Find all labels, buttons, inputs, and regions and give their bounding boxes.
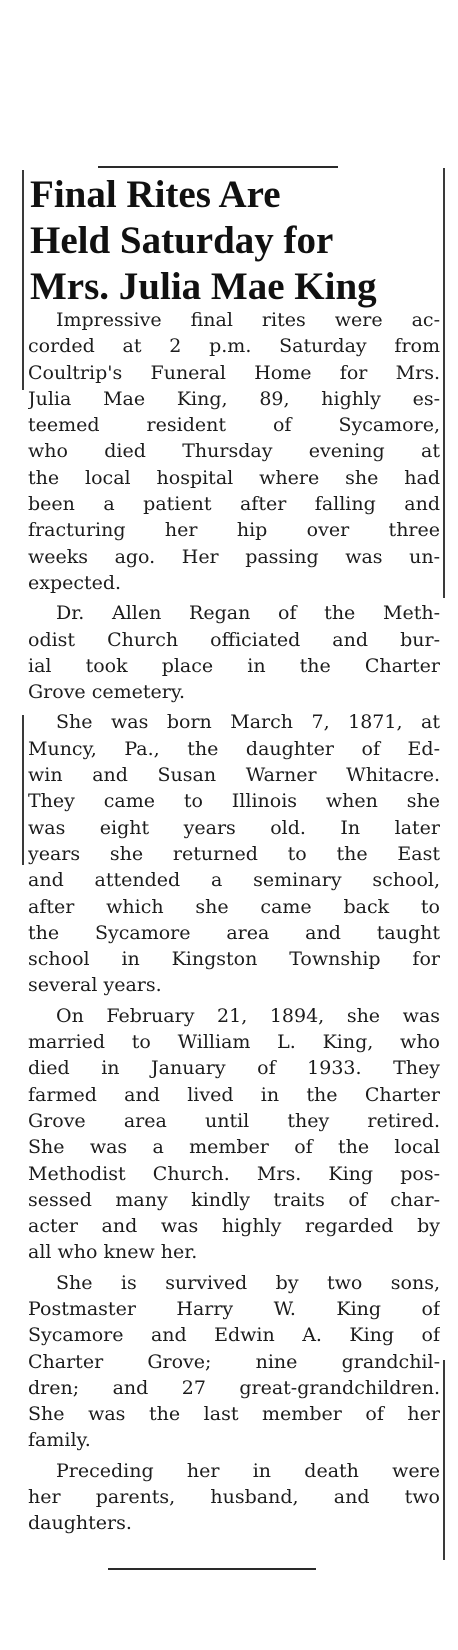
article-line: She was a member of the local — [28, 1136, 440, 1159]
article-line: odist Church officiated and bur- — [28, 628, 440, 651]
article-line: was eight years old. In later — [28, 816, 440, 839]
article-line: family. — [28, 1429, 91, 1452]
article-line: the Sycamore area and taught — [28, 921, 440, 944]
article-line: Impressive final rites were ac- — [56, 309, 440, 331]
article-line: ial took place in the Charter — [28, 654, 440, 677]
article-line: Charter Grove; nine grandchil- — [28, 1350, 440, 1373]
article-line: Dr. Allen Regan of the Meth- — [56, 602, 440, 625]
article-line: She is survived by two sons, — [56, 1271, 440, 1294]
article-line: weeks ago. Her passing was un- — [28, 545, 440, 568]
article-line: corded at 2 p.m. Saturday from — [28, 335, 440, 358]
article-line: died in January of 1933. They — [28, 1057, 440, 1080]
article-line: expected. — [28, 571, 122, 594]
article-line: win and Susan Warner Whitacre. — [28, 764, 440, 787]
article-line: her parents, husband, and two — [28, 1486, 440, 1509]
article-line: who died Thursday evening at — [28, 440, 440, 463]
article-line: Methodist Church. Mrs. King pos- — [28, 1162, 440, 1185]
column-edge-line — [22, 715, 24, 865]
article-line: years she returned to the East — [28, 842, 440, 865]
column-edge-line — [443, 168, 445, 598]
article-line: Preceding her in death were — [56, 1459, 440, 1482]
article-paragraph — [28, 600, 440, 705]
article-line: On February 21, 1894, she was — [56, 1004, 440, 1027]
article-line: Julia Mae King, 89, highly es- — [28, 387, 440, 410]
article-paragraph — [28, 1003, 440, 1266]
article-line: She was the last member of her — [28, 1403, 440, 1426]
article-line: fracturing her hip over three — [28, 519, 440, 542]
article-line: Sycamore and Edwin A. King of — [28, 1324, 440, 1347]
column-edge-line — [443, 1360, 445, 1560]
article-line: all who knew her. — [28, 1241, 198, 1264]
article-line: school in Kingston Township for — [28, 948, 440, 971]
article-line: teemed resident of Sycamore, — [28, 414, 440, 437]
headline-line: Final Rites Are — [30, 173, 281, 216]
article-body — [28, 307, 440, 1541]
article-line: She was born March 7, 1871, at — [56, 711, 440, 734]
article-paragraph — [28, 709, 440, 998]
article-paragraph — [28, 307, 440, 596]
article-line: dren; and 27 great-grandchildren. — [28, 1376, 440, 1399]
article-paragraph — [28, 1458, 440, 1537]
article-line: and attended a seminary school, — [28, 869, 440, 892]
article-line: several years. — [28, 974, 162, 997]
article-line: acter and was highly regarded by — [28, 1215, 440, 1238]
article-line: Grove cemetery. — [28, 681, 186, 704]
headline-line: Held Saturday for — [30, 219, 334, 262]
article-line: married to William L. King, who — [28, 1031, 440, 1054]
top-rule — [98, 166, 338, 168]
bottom-rule — [108, 1568, 316, 1570]
article-line: sessed many kindly traits of char- — [28, 1188, 440, 1211]
column-edge-line — [22, 170, 24, 390]
article-paragraph — [28, 1270, 440, 1454]
article-line: farmed and lived in the Charter — [28, 1083, 440, 1106]
article-line: Coultrip's Funeral Home for Mrs. — [28, 361, 440, 384]
article-line: after which she came back to — [28, 895, 440, 918]
article-line: the local hospital where she had — [28, 466, 440, 489]
article-line: They came to Illinois when she — [28, 790, 440, 813]
article-line: daughters. — [28, 1512, 132, 1535]
headline-line: Mrs. Julia Mae King — [30, 265, 377, 308]
article-line: Muncy, Pa., the daughter of Ed- — [28, 737, 440, 760]
article-line: Postmaster Harry W. King of — [28, 1297, 440, 1320]
article-line: been a patient after falling and — [28, 493, 440, 516]
article-line: Grove area until they retired. — [28, 1109, 440, 1132]
headline — [30, 172, 440, 310]
